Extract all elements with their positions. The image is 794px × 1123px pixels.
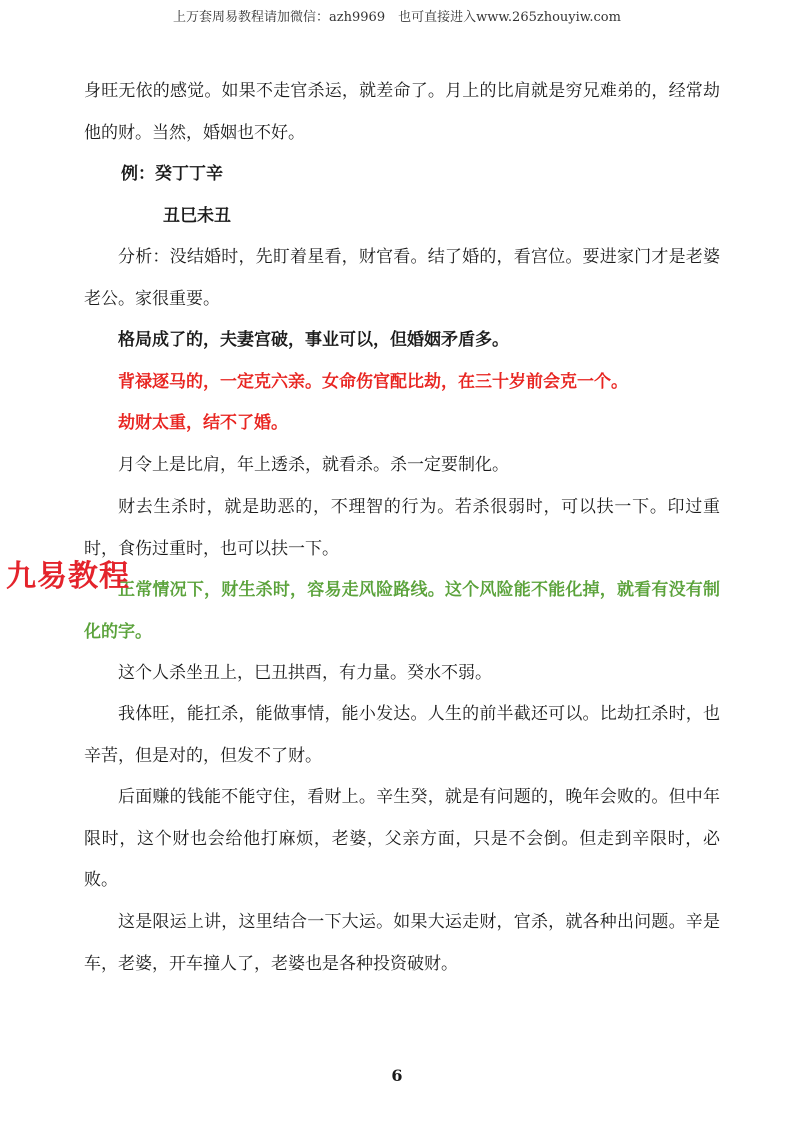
paragraph-continuation: 身旺无依的感觉。如果不走官杀运，就差命了。月上的比肩就是穷兄难弟的，经常劫他的财。当然，婚姻也不好。 <box>84 81 720 143</box>
example-branches: 丑巳未丑 <box>163 206 231 226</box>
watermark-logo: 九易教程 <box>6 559 130 594</box>
paragraph-strong-body: 我体旺，能扛杀，能做事情，能小发达。人生的前半截还可以。比劫扛杀时，也辛苦，但是对的，但发不了财。 <box>84 704 720 766</box>
page-header: 上万套周易教程请加微信：azh9969 也可直接进入www.265zhouyiw.com <box>173 10 621 25</box>
paragraph-major-luck: 这是限运上讲，这里结合一下大运。如果大运走财，官杀，就各种出问题。辛是车，老婆，开车撞人了，老婆也是各种投资破财。 <box>84 912 720 974</box>
page-number: 6 <box>391 1066 403 1085</box>
paragraph-later-wealth: 后面赚的钱能不能守住，看财上。辛生癸，就是有问题的，晚年会败的。但中年限时，这个财也会给他打麻烦，老婆，父亲方面，只是不会倒。但走到辛限时，必败。 <box>84 787 720 890</box>
pattern-note: 格局成了的，夫妻宫破，事业可以，但婚姻矛盾多。 <box>118 330 509 350</box>
red-note-marriage: 劫财太重，结不了婚。 <box>118 413 288 433</box>
example-heading: 例：癸丁丁辛 <box>121 164 223 184</box>
red-note-six-relatives: 背禄逐马的，一定克六亲。女命伤官配比劫，在三十岁前会克一个。 <box>118 372 628 392</box>
analysis-paragraph: 分析：没结婚时，先盯着星看，财官看。结了婚的，看宫位。要进家门才是老婆老公。家很重要。 <box>84 247 720 309</box>
paragraph-wealth-kill: 财去生杀时，就是助恶的，不理智的行为。若杀很弱时，可以扶一下。印过重时，食伤过重时，也可以扶一下。 <box>84 497 720 559</box>
paragraph-month-order: 月令上是比肩，年上透杀，就看杀。杀一定要制化。 <box>118 455 509 475</box>
green-note-risk: 正常情况下，财生杀时，容易走风险路线。这个风险能不能化掉，就看有没有制化的字。 <box>84 580 720 642</box>
paragraph-kill-seat: 这个人杀坐丑上，巳丑拱酉，有力量。癸水不弱。 <box>118 663 492 683</box>
